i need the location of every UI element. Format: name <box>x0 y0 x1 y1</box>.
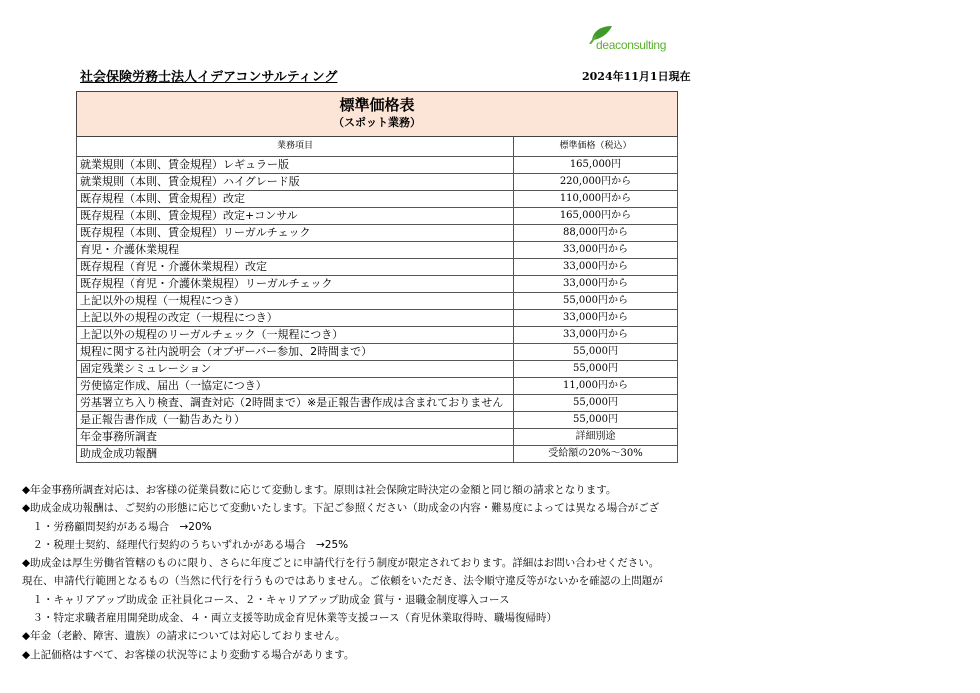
row-item: 是正報告書作成（一勧告あたり） <box>77 412 514 429</box>
row-item: 既存規程（本則、賃金規程）改定+コンサル <box>77 208 514 225</box>
row-price: 55,000円 <box>514 344 678 361</box>
table-row <box>77 225 678 242</box>
row-item: 労基署立ち入り検査、調査対応（2時間まで）※是正報告書作成は含まれておりません <box>77 395 514 412</box>
note-line: １・労務顧問契約がある場合 →20% <box>22 520 212 533</box>
row-item: 既存規程（本則、賃金規程）リーガルチェック <box>77 225 514 242</box>
table-subtitle: （スポット業務） <box>333 116 421 129</box>
table-row <box>77 293 678 310</box>
logo-text: deaconsulting <box>596 38 667 52</box>
row-price: 55,000円から <box>514 293 678 310</box>
table-row <box>77 446 678 463</box>
row-item: 育児・介護休業規程 <box>77 242 514 259</box>
row-price: 165,000円 <box>514 157 678 174</box>
table-row <box>77 412 678 429</box>
table-row <box>77 361 678 378</box>
row-item: 労使協定作成、届出（一協定につき） <box>77 378 514 395</box>
note-line: ◆年金（老齢、障害、遺族）の請求については対応しておりません。 <box>22 630 346 643</box>
row-price: 110,000円から <box>514 191 678 208</box>
row-item: 就業規則（本則、賃金規程）レギュラー版 <box>77 157 514 174</box>
row-item: 助成金成功報酬 <box>77 446 514 463</box>
note-line: ◆助成金は厚生労働省管轄のものに限り、さらに年度ごとに申請代行を行う制度が限定されております。詳細はお問い合わせください。 <box>22 557 660 570</box>
table-row <box>77 242 678 259</box>
notes <box>22 481 678 664</box>
table-row <box>77 259 678 276</box>
header-item: 業務項目 <box>77 137 514 157</box>
row-item: 既存規程（育児・介護休業規程）改定 <box>77 259 514 276</box>
header-price: 標準価格（税込） <box>514 137 678 157</box>
note-line: ◆年金事務所調査対応は、お客様の従業員数に応じて変動します。原則は社会保険定時決定の金額と同じ額の請求となります。 <box>22 484 617 496</box>
table-row <box>77 174 678 191</box>
table-row <box>77 310 678 327</box>
row-price: 詳細別途 <box>514 429 678 446</box>
row-price: 33,000円から <box>514 259 678 276</box>
note-line: １・キャリアアップ助成金 正社員化コース、２・キャリアアップ助成金 賞与・退職金制度導入コース <box>22 593 510 606</box>
row-item: 既存規程（本則、賃金規程）改定 <box>77 191 514 208</box>
row-item: 規程に関する社内説明会（オブザーバー参加、2時間まで） <box>77 344 514 361</box>
row-item: 上記以外の規程（一規程につき） <box>77 293 514 310</box>
row-price: 33,000円から <box>514 327 678 344</box>
row-item: 就業規則（本則、賃金規程）ハイグレード版 <box>77 174 514 191</box>
row-item: 既存規程（育児・介護休業規程）リーガルチェック <box>77 276 514 293</box>
table-row <box>77 429 678 446</box>
company-logo <box>584 24 674 54</box>
table-row <box>77 276 678 293</box>
note-line: ３・特定求職者雇用開発助成金、４・両立支援等助成金育児休業等支援コース（育児休業取得時、職場復帰時） <box>22 612 557 625</box>
table-row <box>77 157 678 174</box>
table-title-cell <box>77 92 678 137</box>
row-price: 88,000円から <box>514 225 678 242</box>
table-row <box>77 378 678 395</box>
row-price: 受給額の20%～30% <box>514 446 678 463</box>
row-price: 55,000円 <box>514 412 678 429</box>
table-header-row <box>77 137 678 157</box>
table-row <box>77 327 678 344</box>
company-name: 社会保険労務士法人イデアコンサルティング <box>80 70 338 85</box>
row-price: 33,000円から <box>514 310 678 327</box>
row-price: 33,000円から <box>514 276 678 293</box>
table-row <box>77 344 678 361</box>
row-price: 220,000円から <box>514 174 678 191</box>
row-item: 上記以外の規程のリーガルチェック（一規程につき） <box>77 327 514 344</box>
note-line: ◆上記価格はすべて、お客様の状況等により変動する場合があります。 <box>22 648 355 661</box>
row-price: 33,000円から <box>514 242 678 259</box>
table-row <box>77 191 678 208</box>
note-line: ◆助成金成功報酬は、ご契約の形態に応じて変動いたします。下記ご参照ください（助成金の内容・難易度によっては異なる場合がござ <box>22 502 660 515</box>
table-row <box>77 395 678 412</box>
note-line: 現在、申請代行範囲となるもの（当然に代行を行うものではありません。ご依頼をいただき、法令順守違反等がないかを確認の上問題が <box>22 575 663 588</box>
price-table <box>76 91 678 463</box>
row-item: 固定残業シミュレーション <box>77 361 514 378</box>
row-price: 11,000円から <box>514 378 678 395</box>
note-line: ２・税理士契約、経理代行契約のうちいずれかがある場合 →25% <box>22 538 349 551</box>
row-item: 年金事務所調査 <box>77 429 514 446</box>
as-of-date: 2024年11月1日現在 <box>582 70 691 83</box>
table-row <box>77 208 678 225</box>
row-price: 55,000円 <box>514 361 678 378</box>
table-title: 標準価格表 <box>339 96 415 114</box>
row-item: 上記以外の規程の改定（一規程につき） <box>77 310 514 327</box>
row-price: 165,000円から <box>514 208 678 225</box>
row-price: 55,000円 <box>514 395 678 412</box>
